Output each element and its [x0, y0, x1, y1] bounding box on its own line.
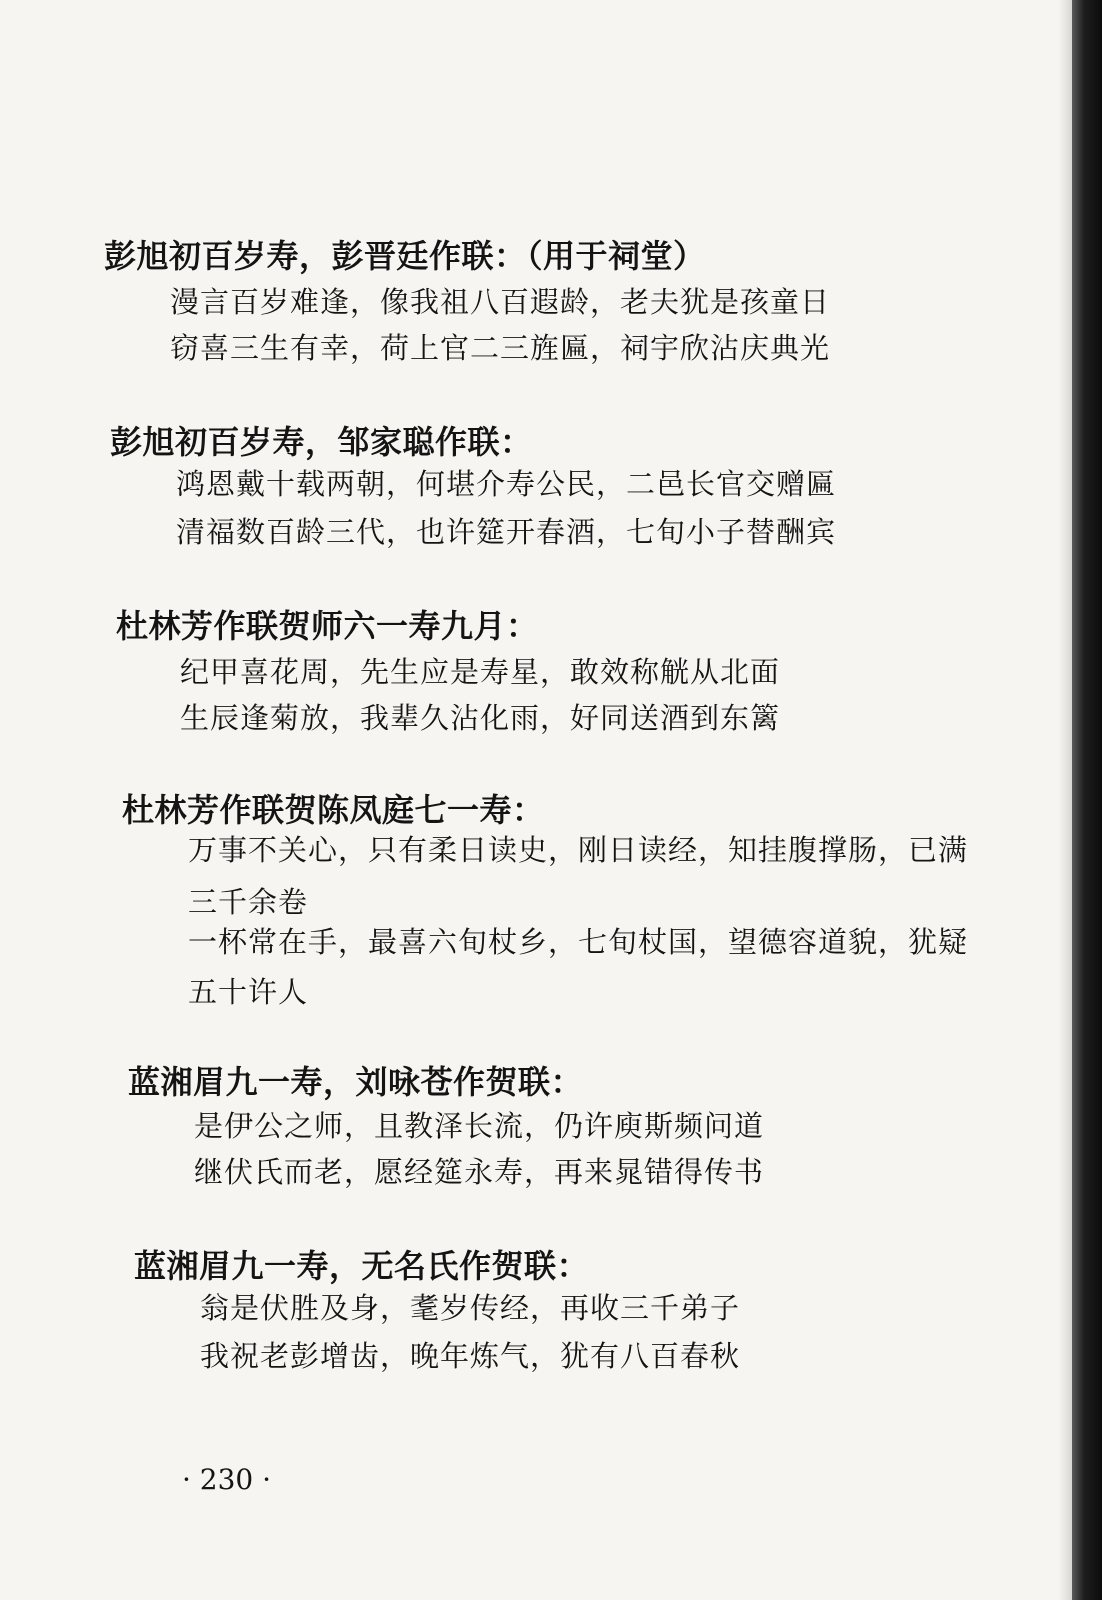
couplet-line: 三千余卷: [188, 885, 309, 919]
couplet-line: 窃喜三生有幸，荷上官二三旌匾，祠宇欣沾庆典光: [170, 331, 831, 365]
couplet-line: 纪甲喜花周，先生应是寿星，敢效称觥从北面: [180, 655, 781, 689]
couplet-line: 五十许人: [188, 975, 309, 1009]
section-heading: 彭旭初百岁寿，彭晋廷作联：（用于祠堂）: [104, 237, 706, 275]
couplet-line: 一杯常在手，最喜六旬杖乡，七旬杖国，望德容道貌，犹疑: [188, 925, 969, 959]
section-heading: 蓝湘眉九一寿，刘咏苍作贺联：: [128, 1063, 584, 1101]
scan-shadow: [1058, 0, 1072, 1600]
section-heading: 彭旭初百岁寿，邹家聪作联：: [110, 423, 533, 461]
page-number: · 230 ·: [182, 1463, 272, 1496]
couplet-line: 清福数百龄三代，也许筵开春酒，七旬小子替酬宾: [176, 515, 837, 549]
section-heading: 杜林芳作联贺师六一寿九月：: [116, 607, 539, 645]
section-heading: 蓝湘眉九一寿，无名氏作贺联：: [134, 1247, 590, 1285]
couplet-line: 生辰逢菊放，我辈久沾化雨，好同送酒到东篱: [180, 701, 781, 735]
couplet-line: 我祝老彭增齿，晚年炼气，犹有八百春秋: [200, 1339, 741, 1373]
couplet-line: 漫言百岁难逢，像我祖八百遐龄，老夫犹是孩童日: [170, 285, 831, 319]
couplet-line: 万事不关心，只有柔日读史，刚日读经，知挂腹撑肠，已满: [188, 833, 969, 867]
couplet-line: 是伊公之师，且教泽长流，仍许庾斯频问道: [194, 1109, 765, 1143]
scan-edge: [1072, 0, 1102, 1600]
couplet-line: 翁是伏胜及身，耄岁传经，再收三千弟子: [200, 1291, 741, 1325]
couplet-line: 继伏氏而老，愿经筵永寿，再来晁错得传书: [194, 1155, 765, 1189]
section-heading: 杜林芳作联贺陈凤庭七一寿：: [122, 791, 545, 829]
couplet-line: 鸿恩戴十载两朝，何堪介寿公民，二邑长官交赠匾: [176, 467, 837, 501]
